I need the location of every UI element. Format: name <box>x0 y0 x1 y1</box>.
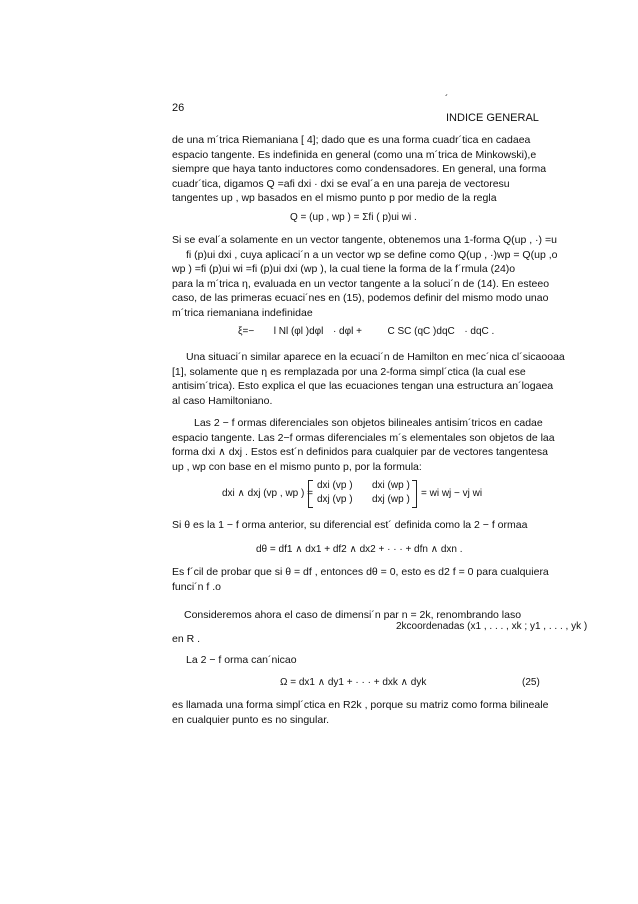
text-line: Si se eval´a solamente en un vector tangente, obtenemos una 1-forma Q(up , ·) =u <box>172 234 557 246</box>
determinant-bracket-left <box>308 480 313 508</box>
text-line: cuadr´tica, digamos Q =afi dxi · dxi se eval´a en una pareja de vectoresu <box>172 177 510 190</box>
determinant-bracket-right <box>412 480 417 508</box>
equation-d-theta: dθ = df1 ∧ dx1 + df2 ∧ dx2 + · · · + dfn ∧ dxn . <box>256 544 463 555</box>
eq-det-lhs: dxi ∧ dxj (vp , wp ) = <box>222 488 313 499</box>
text-line: Es f´cil de probar que si θ = df , entonces dθ = 0, esto es d2 f = 0 para cualquiera <box>172 566 549 578</box>
eq-xi-term1: l Nl (φl )dφl <box>273 326 324 337</box>
text-line: caso, de las primeras ecuaci´nes en (15), podemos definir del mismo modo unao <box>172 292 549 305</box>
text-line: funci´n f .o <box>172 580 222 593</box>
text-line: en R . <box>172 633 201 645</box>
paragraph-one-form <box>172 233 558 321</box>
text-line: espacio tangente. Es indefinida en general (como una m´trica de Minkowski),e <box>172 148 537 161</box>
text-line: tangentes up , wp basados en el mismo punto p por medio de la regla <box>172 192 497 205</box>
text-line: forma dxi ∧ dxj . Estos est´n definidos para cualquier par de vectores tangentesa <box>172 446 548 459</box>
paragraph-exactness <box>172 565 552 594</box>
chapter-title: INDICE GENERAL <box>446 112 539 124</box>
text-line: al caso Hamiltoniano. <box>172 394 273 407</box>
text-line: espacio tangente. Las 2−f ormas diferenciales m´s elementales son objetos de laa <box>172 431 555 444</box>
eq-xi-term3: C SC (qC )dqC <box>387 326 455 337</box>
text-line: wp ) =fi (p)ui wi =fi (p)ui dxi (wp ), la cual tiene la forma de la f´rmula (24)o <box>172 263 516 276</box>
paragraph-two-forms <box>172 416 555 474</box>
eq-det-m22: dxj (wp ) <box>372 494 410 505</box>
eq-det-rhs: = wi wj − vj wi <box>421 488 483 499</box>
text-line: Las 2 − f ormas diferenciales son objetos bilineales antisim´tricos en cadae <box>194 417 543 429</box>
equation-quadratic-form: Q = (up , wp ) = Σfi ( p)ui wi . <box>290 212 417 223</box>
text-line: Consideremos ahora el caso de dimensi´n par n = 2k, renombrando laso <box>184 609 522 621</box>
text-line: es llamada una forma simpl´ctica en R2k , porque su matriz como forma bilineale <box>172 699 549 711</box>
header-accent-mark: ´ <box>445 94 449 105</box>
eq-det-m21: dxj (vp ) <box>317 494 353 505</box>
eq-det-m11: dxi (vp ) <box>317 480 353 491</box>
paragraph-canonical-form: La 2 − f orma can´nicao <box>186 654 297 666</box>
text-line: antisim´trica). Esto explica el que las ecuaciones tengan una estructura an´logaea <box>172 380 554 393</box>
text-line: en cualquier punto es no singular. <box>172 713 330 726</box>
eq-xi-term4: · dqC . <box>464 326 495 337</box>
text-line: de una m´trica Riemaniana [ 4]; dado que es una forma cuadr´tica en cadaea <box>172 134 531 146</box>
equation-xi <box>238 326 494 337</box>
paragraph-symplectic <box>172 698 552 727</box>
text-line: 2kcoordenadas (x1 , . . . , xk ; y1 , . . . , yk ) <box>396 621 588 632</box>
text-line: m´trica riemaniana indefinidae <box>172 306 313 319</box>
paragraph-hamilton <box>172 350 565 408</box>
eq-det-m12: dxi (wp ) <box>372 480 410 491</box>
paragraph-metric-intro <box>172 133 552 206</box>
eq-xi-lhs: ξ=− <box>238 326 255 337</box>
text-line: Si θ es la 1 − f orma anterior, su diferencial est´ definida como la 2 − f ormaa <box>172 519 528 531</box>
eq-xi-term2: · dφl + <box>332 326 362 337</box>
text-line: para la m´trica η, evaluada en un vector tangente a la soluci´n de (14). En esteeo <box>172 277 550 290</box>
text-line: fi (p)ui dxi , cuya aplicaci´n a un vector wp se define como Q(up , ·)wp = Q(up ,o <box>186 248 558 261</box>
text-line: Una situaci´n similar aparece en la ecuaci´n de Hamilton en mec´nica cl´sicaooaa <box>186 351 565 363</box>
page-number: 26 <box>172 102 185 114</box>
text-line: up , wp con base en el mismo punto p, por la formula: <box>172 460 422 473</box>
text-line: siempre que haya tanto inductores como condensadores. En general, una forma <box>172 163 547 176</box>
equation-omega: Ω = dx1 ∧ dy1 + · · · + dxk ∧ dyk <box>280 677 427 688</box>
paragraph-differential <box>172 518 552 533</box>
equation-wedge-determinant <box>222 480 482 512</box>
text-line: [1], solamente que η es remplazada por una 2-forma simpl´ctica (la cual ese <box>172 365 526 378</box>
equation-number: (25) <box>522 677 540 688</box>
